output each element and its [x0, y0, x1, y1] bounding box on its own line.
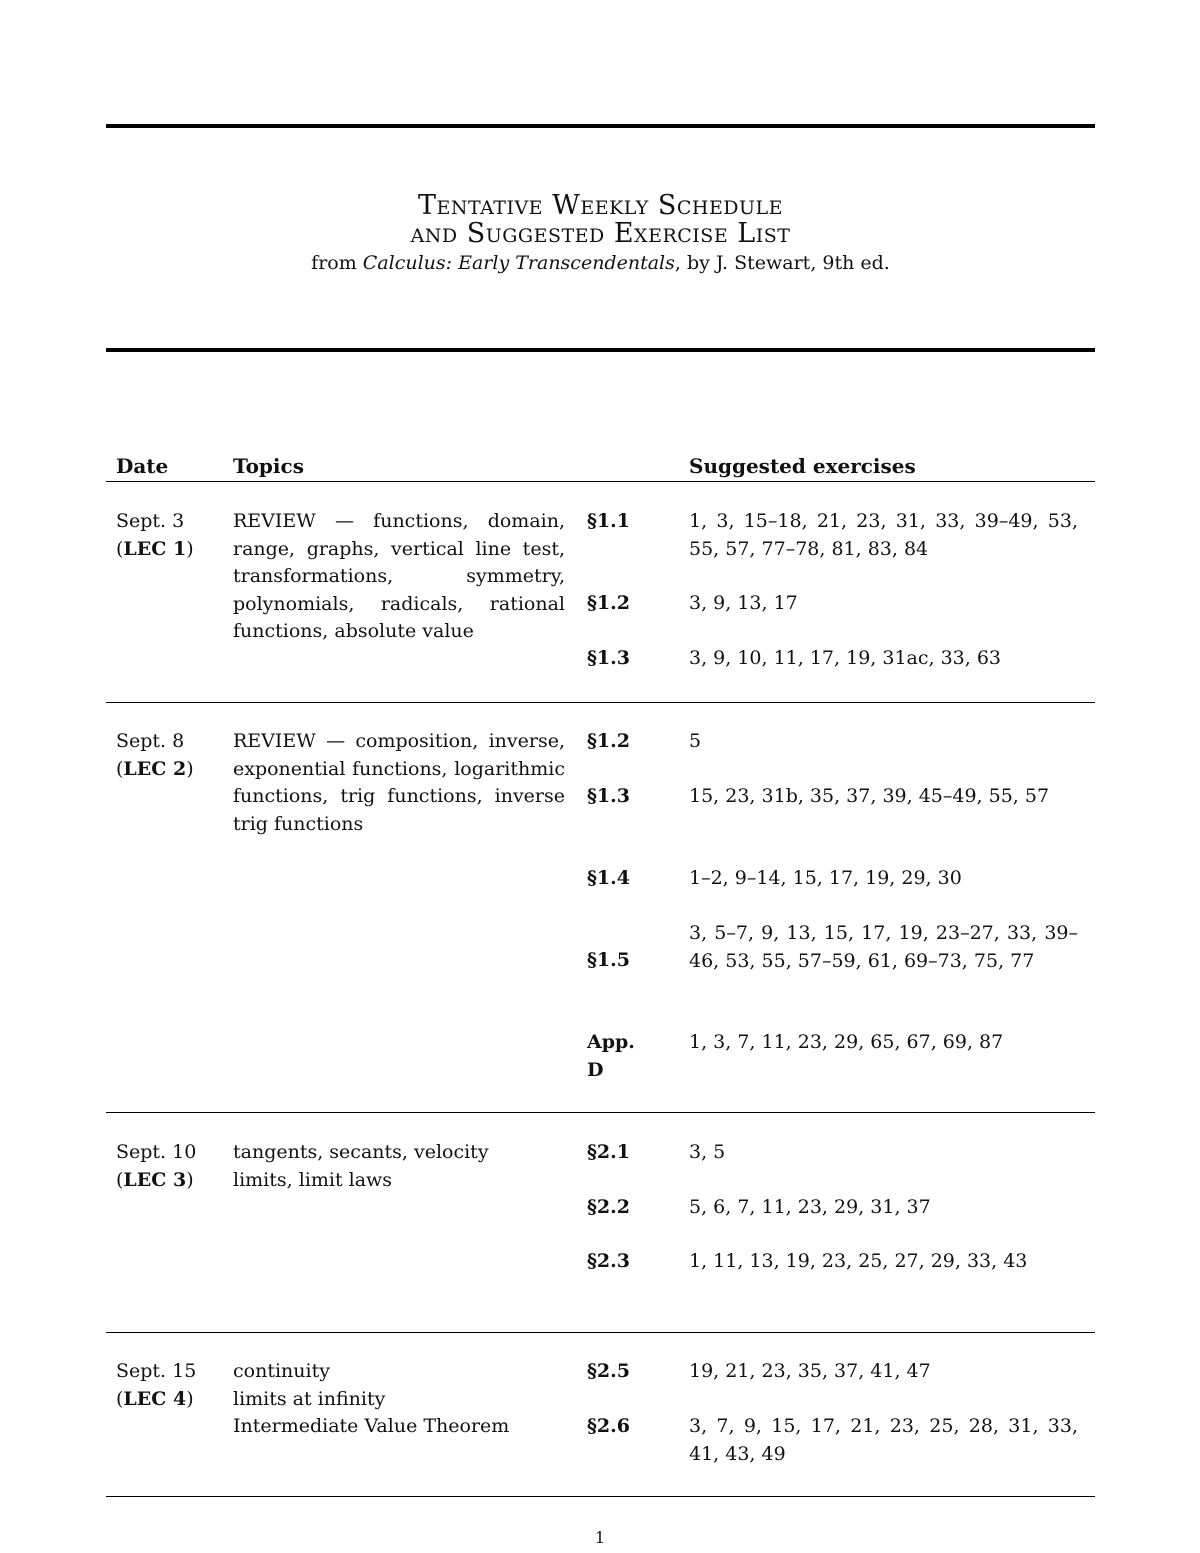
section-label: §1.2: [587, 730, 630, 752]
column-header-topics: Topics: [233, 454, 304, 478]
row-date: [116, 1139, 226, 1194]
section-label: App. D: [587, 1031, 635, 1081]
top-rule: [106, 124, 1095, 128]
row-topics: [233, 1358, 565, 1441]
section-label: §1.3: [587, 647, 630, 669]
lecture-label: (LEC 1): [116, 537, 194, 560]
section-label: §1.5: [587, 949, 630, 971]
section-label: §2.1: [587, 1141, 630, 1163]
row-divider: [106, 1112, 1095, 1113]
lecture-text: LEC 2: [123, 757, 187, 780]
exercise-list: 1, 3, 7, 11, 23, 29, 65, 67, 69, 87: [689, 1031, 1004, 1053]
row-topics: REVIEW — functions, domain, range, graphs, vertical line test, transformations, symmetry, polynomials, radicals, rational functions, absolute value: [233, 510, 565, 642]
section-label: §2.6: [587, 1415, 630, 1437]
row-date: [116, 508, 226, 563]
section-label: §1.2: [587, 592, 630, 614]
row-topics: [233, 1139, 565, 1194]
lecture-label: (LEC 4): [116, 1387, 194, 1410]
topic-line: limits at infinity: [233, 1387, 386, 1410]
title-line-1: Tentative Weekly Schedule: [417, 190, 784, 221]
section-label: §2.3: [587, 1250, 630, 1272]
lecture-text: LEC 1: [123, 537, 187, 560]
topic-line: continuity: [233, 1360, 330, 1382]
topic-line: limits, limit laws: [233, 1168, 393, 1191]
section-label: §2.2: [587, 1196, 630, 1218]
exercise-list: 3, 5: [689, 1141, 726, 1163]
title-line-2: and Suggested Exercise List: [410, 218, 791, 249]
topic-line: Intermediate Value Theorem: [233, 1415, 510, 1437]
subtitle-suffix: , by J. Stewart, 9th ed.: [674, 252, 890, 274]
book-title: Calculus: Early Transcendentals: [362, 252, 675, 274]
table-bottom-rule: [106, 1496, 1095, 1497]
lecture-label: (LEC 3): [116, 1168, 194, 1191]
exercise-list: 1, 11, 13, 19, 23, 25, 27, 29, 33, 43: [689, 1250, 1028, 1272]
document-title-block: [106, 192, 1095, 276]
exercise-list: 19, 21, 23, 35, 37, 41, 47: [689, 1360, 931, 1382]
exercise-list: 1–2, 9–14, 15, 17, 19, 29, 30: [689, 867, 962, 889]
row-divider: [106, 1332, 1095, 1333]
header-rule: [106, 481, 1095, 482]
exercise-list: 3, 9, 10, 11, 17, 19, 31ac, 33, 63: [689, 647, 1002, 669]
subtitle-prefix: from: [311, 252, 363, 274]
lecture-label: (LEC 2): [116, 757, 194, 780]
date-text: Sept. 8: [116, 730, 185, 752]
page-number: 1: [594, 1528, 606, 1547]
subtitle: [106, 250, 1095, 276]
row-topics: REVIEW — composition, inverse, exponential functions, logarithmic functions, trig functions, inverse trig functions: [233, 730, 565, 835]
lecture-text: LEC 4: [123, 1387, 187, 1410]
section-label: §1.4: [587, 867, 630, 889]
exercise-list: 3, 5–7, 9, 13, 15, 17, 19, 23–27, 33, 39–46, 53, 55, 57–59, 61, 69–73, 75, 77: [689, 922, 1078, 972]
column-header-date: Date: [116, 454, 169, 478]
exercise-list: 5: [689, 730, 702, 752]
exercise-list: 5, 6, 7, 11, 23, 29, 31, 37: [689, 1196, 931, 1218]
date-text: Sept. 10: [116, 1141, 197, 1163]
topic-line: tangents, secants, velocity: [233, 1141, 489, 1163]
column-header-exercises: Suggested exercises: [689, 454, 916, 478]
row-date: [116, 1358, 226, 1413]
date-text: Sept. 3: [116, 510, 185, 532]
title-bottom-rule: [106, 348, 1095, 352]
row-divider: [106, 702, 1095, 703]
section-label: §2.5: [587, 1360, 630, 1382]
exercise-list: 15, 23, 31b, 35, 37, 39, 45–49, 55, 57: [689, 785, 1050, 807]
date-text: Sept. 15: [116, 1360, 197, 1382]
lecture-text: LEC 3: [123, 1168, 187, 1191]
row-date: [116, 728, 226, 783]
exercise-list: 3, 9, 13, 17: [689, 592, 798, 614]
section-label: §1.1: [587, 510, 630, 532]
section-label: §1.3: [587, 785, 630, 807]
exercise-list: 3, 7, 9, 15, 17, 21, 23, 25, 28, 31, 33, 41, 43, 49: [689, 1415, 1078, 1465]
exercise-list: 1, 3, 15–18, 21, 23, 31, 33, 39–49, 53, 55, 57, 77–78, 81, 83, 84: [689, 510, 1078, 560]
